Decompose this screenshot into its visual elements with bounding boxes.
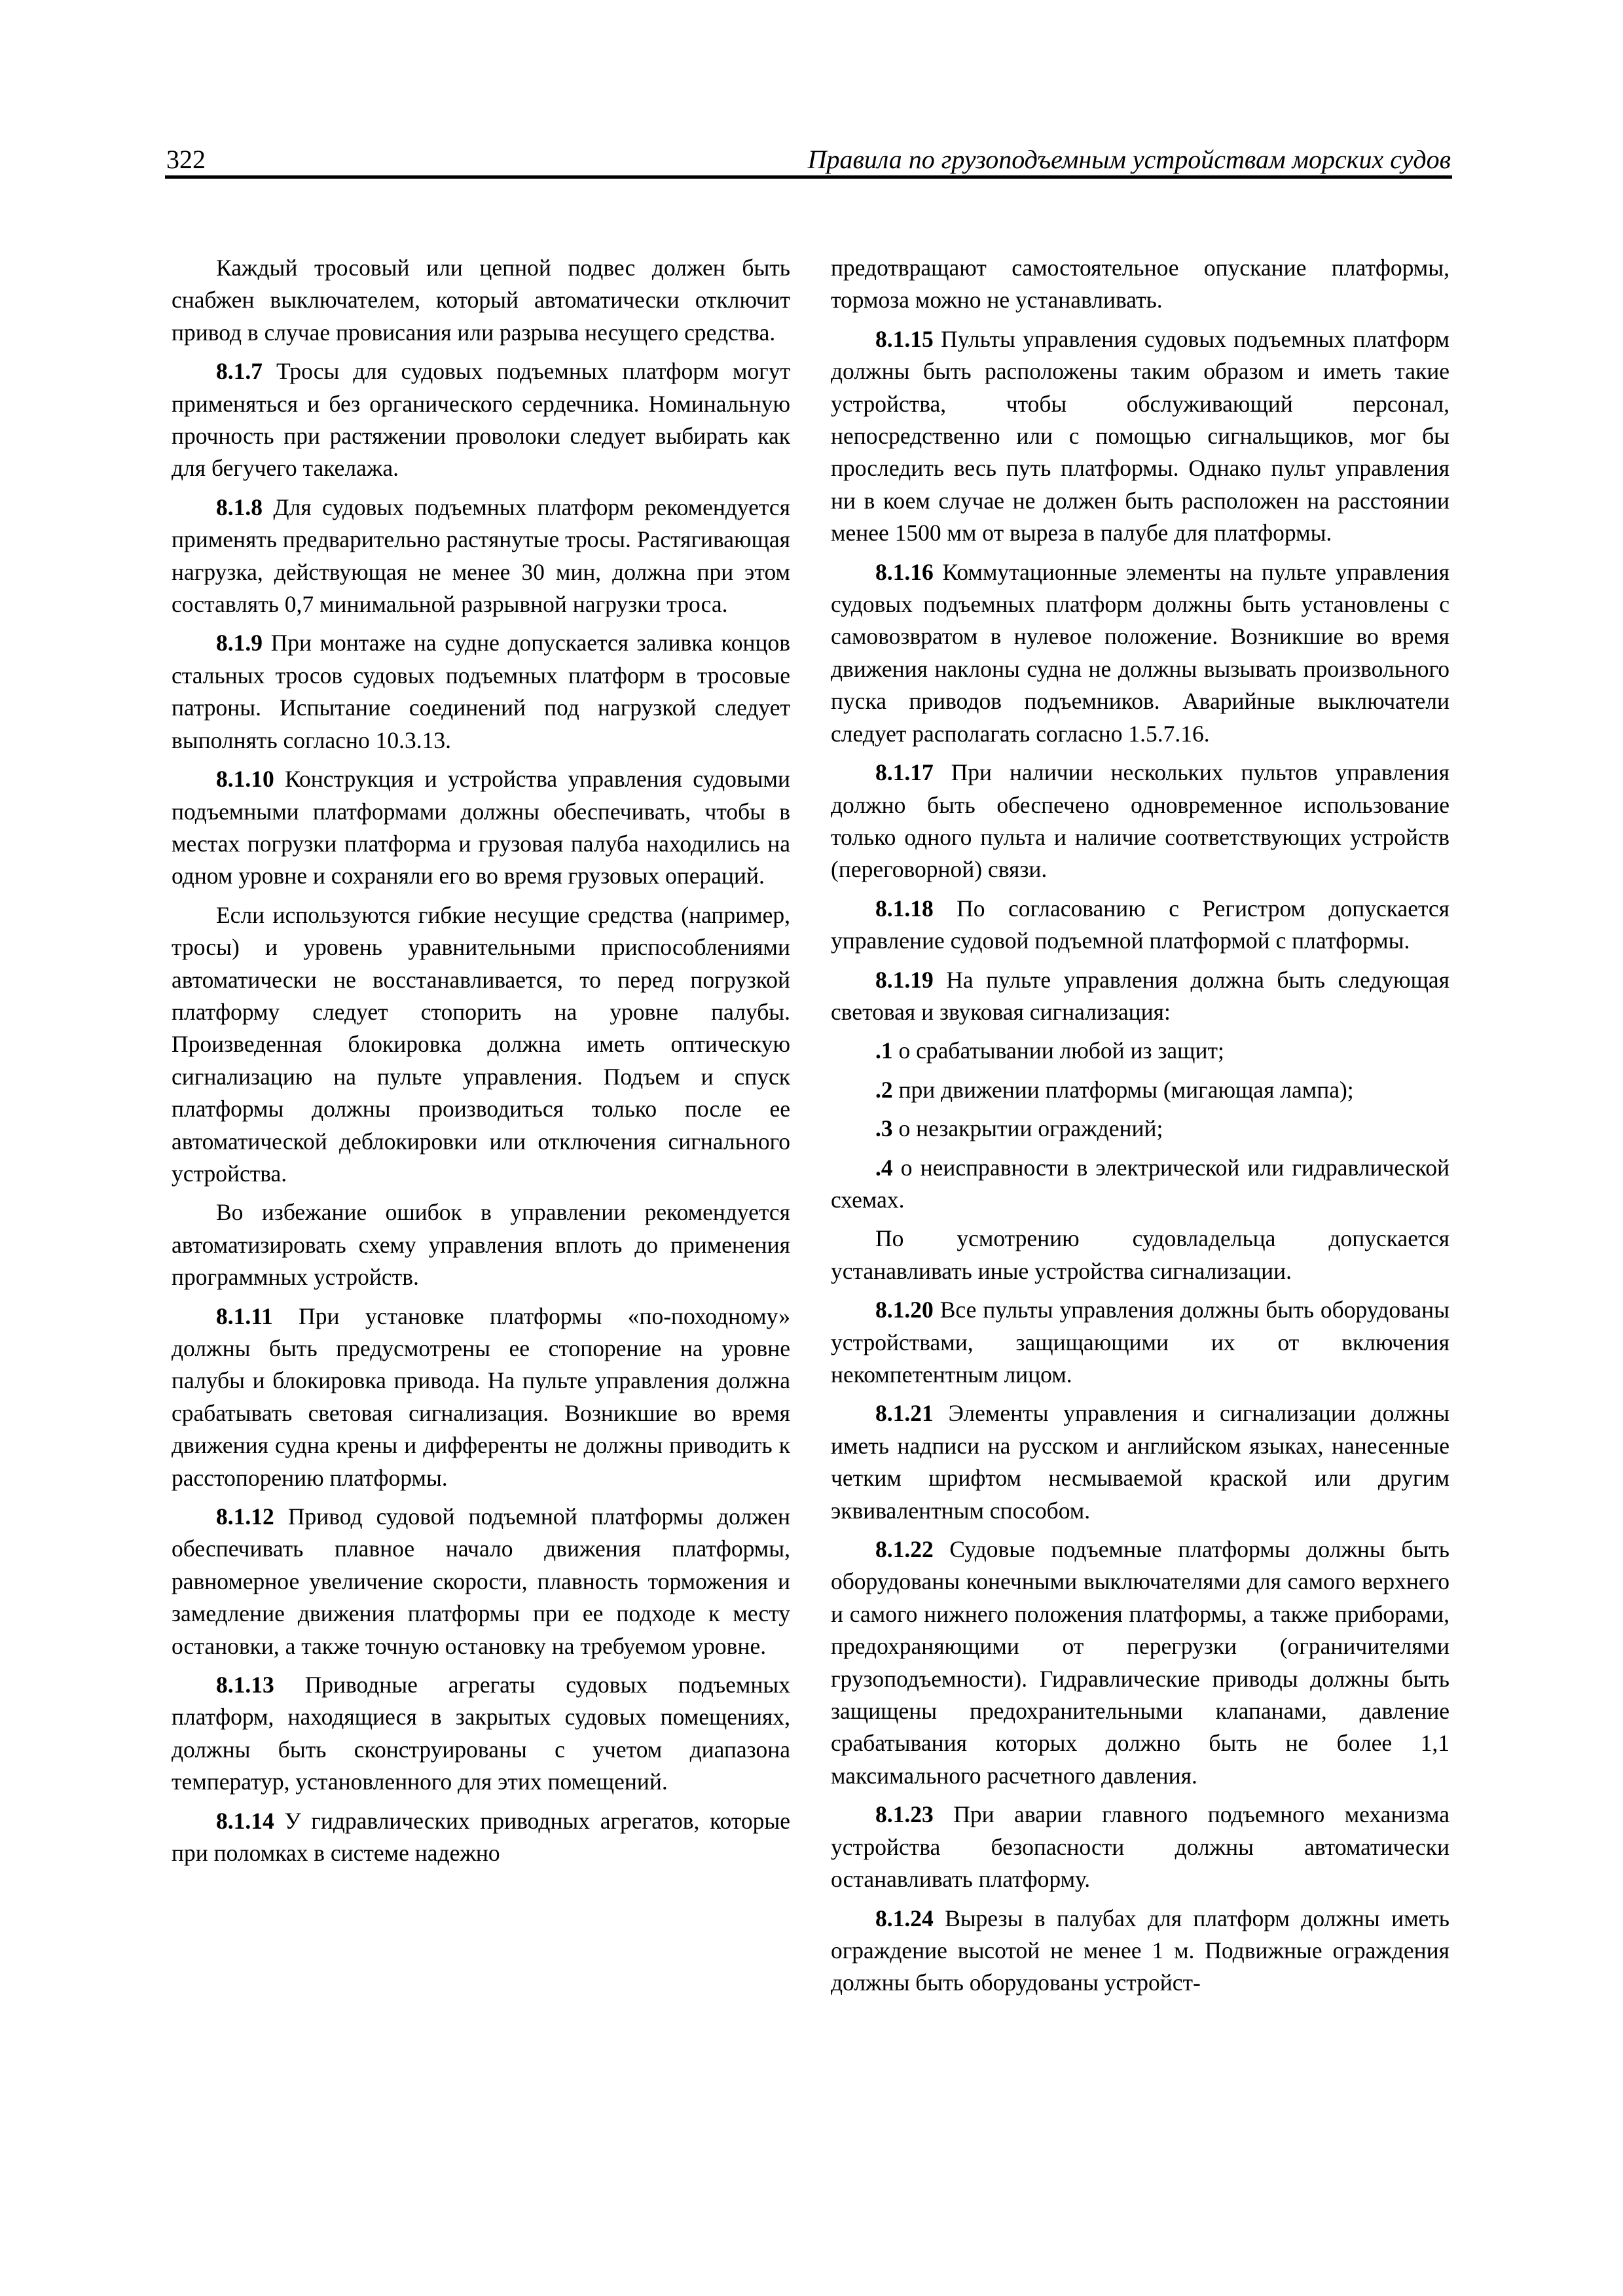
paragraph-text: Судовые подъемные платформы должны быть оборудованы конечными выключателями для самого верхнего и самого нижнего положения платформы, а также приборами, предохраняющими от перегрузки (ограничителями грузоподъемности). Гидравлические приводы должны быть защищены предохранительными клапанами, давление срабатывания которых должно быть не более 1,1 максимального расчетного давления. <box>831 1536 1450 1789</box>
paragraph-text: Если используются гибкие несущие средства (например, тросы) и уровень уравнительными приспособлениями автоматически не восстанавливается, то перед погрузкой платформу следует стопорить на уровне палубы. Произведенная блокировка должна иметь оптическую сигнализацию на пульте управления. Подъем и спуск платформы должны производиться только после ее автоматической деблокировки или отключения сигнального устройства. <box>172 901 790 1187</box>
header-rule <box>165 175 1452 179</box>
paragraph <box>831 323 1450 550</box>
clause-number: .4 <box>875 1154 893 1181</box>
paragraph-text: По согласованию с Регистром допускается управление судовой подъемной платформой с платформы. <box>831 895 1450 954</box>
paragraph-text: Вырезы в палубах для платформ должны иметь ограждение высотой не менее 1 м. Подвижные ограждения должны быть оборудованы устройст- <box>831 1905 1450 1996</box>
clause-number: .3 <box>875 1115 893 1142</box>
paragraph-text: По усмотрению судовладельца допускается устанавливать иные устройства сигнализации. <box>831 1225 1450 1284</box>
left-column <box>172 252 790 1870</box>
clause-number: .1 <box>875 1037 893 1064</box>
paragraph <box>831 1223 1450 1287</box>
paragraph-text: При монтаже на судне допускается заливка концов стальных тросов судовых подъемных платформ в тросовые патроны. Испытание соединений под нагрузкой следует выполнять согласно 10.3.13. <box>172 630 790 753</box>
clause-number: 8.1.7 <box>216 358 263 385</box>
clause-number: 8.1.17 <box>875 759 934 786</box>
clause-number: 8.1.19 <box>875 966 934 993</box>
paragraph-text: При установке платформы «по-походному» должны быть предусмотрены ее стопорение на уровне палубы и блокировка привода. На пульте управления должна срабатывать световая сигнализация. Возникшие во время движения судна крены и дифференты не должны приводить к расстопорению платформы. <box>172 1302 790 1491</box>
clause-number: 8.1.9 <box>216 630 263 656</box>
paragraph <box>831 1903 1450 2000</box>
paragraph-text: при движении платформы (мигающая лампа); <box>892 1076 1354 1103</box>
paragraph <box>831 1035 1450 1067</box>
paragraph <box>831 1397 1450 1527</box>
paragraph <box>831 1113 1450 1145</box>
paragraph <box>831 1074 1450 1106</box>
clause-number: 8.1.11 <box>216 1302 273 1329</box>
clause-number: 8.1.14 <box>216 1807 274 1834</box>
clause-number: 8.1.10 <box>216 766 274 793</box>
clause-number: 8.1.13 <box>216 1672 274 1698</box>
paragraph <box>831 1534 1450 1792</box>
paragraph <box>831 964 1450 1029</box>
paragraph-text: Элементы управления и сигнализации должны иметь надписи на русском и английском языках, нанесенные четким шрифтом несмываемой краской или другим эквивалентным способом. <box>831 1400 1450 1524</box>
paragraph-text: Привод судовой подъемной платформы должен обеспечивать плавное начало движения платформы, равномерное увеличение скорости, плавность торможения и замедление движения платформы при ее подходе к месту остановки, а также точную остановку на требуемом уровне. <box>172 1503 790 1659</box>
clause-number: 8.1.20 <box>875 1297 934 1323</box>
paragraph <box>831 556 1450 750</box>
paragraph <box>172 1196 790 1293</box>
paragraph <box>172 899 790 1191</box>
paragraph <box>831 252 1450 317</box>
clause-number: 8.1.16 <box>875 558 934 585</box>
paragraph <box>831 1152 1450 1217</box>
paragraph <box>172 763 790 893</box>
paragraph-text: При наличии нескольких пультов управления должно быть обеспечено одновременное использование только одного пульта и наличие соответствующих устройств (переговорной) связи. <box>831 759 1450 883</box>
paragraph-text: У гидравлических приводных агрегатов, которые при поломках в системе надежно <box>172 1807 790 1867</box>
clause-number: 8.1.15 <box>875 325 934 352</box>
paragraph-text: Конструкция и устройства управления судовыми подъемными платформами должны обеспечивать, чтобы в местах погрузки платформа и грузовая палуба находились на одном уровне и сохраняли его во время грузовых операций. <box>172 766 790 889</box>
right-column <box>831 252 1450 2000</box>
paragraph <box>831 1294 1450 1391</box>
paragraph-text: Во избежание ошибок в управлении рекомендуется автоматизировать схему управления вплоть до применения программных устройств. <box>172 1199 790 1291</box>
paragraph-text: о срабатывании любой из защит; <box>892 1037 1224 1064</box>
paragraph-text: На пульте управления должна быть следующая световая и звуковая сигнализация: <box>831 966 1450 1025</box>
paragraph-text: При аварии главного подъемного механизма устройства безопасности должны автоматически останавливать платформу. <box>831 1801 1450 1893</box>
paragraph <box>172 492 790 621</box>
clause-number: 8.1.18 <box>875 895 934 922</box>
paragraph-text: Каждый тросовый или цепной подвес должен быть снабжен выключателем, который автоматически отключит привод в случае провисания или разрыва несущего средства. <box>172 255 790 346</box>
paragraph-text: Для судовых подъемных платформ рекомендуется применять предварительно растянутые тросы. Растягивающая нагрузка, действующая не менее 30 мин, должна при этом составлять 0,7 минимальной разрывной нагрузки троса. <box>172 493 790 618</box>
paragraph <box>172 1501 790 1662</box>
clause-number: 8.1.21 <box>875 1400 934 1427</box>
page-number: 322 <box>166 145 206 174</box>
paragraph <box>831 757 1450 886</box>
paragraph-text: Пульты управления судовых подъемных платформ должны быть расположены таким образом и иметь такие устройства, чтобы обслуживающий персонал, непосредственно или с помощью сигнальщиков, мог бы проследить весь путь платформы. Однако пульт управления ни в коем случае не должен быть расположен на расстоянии менее 1500 мм от выреза в палубе для платформы. <box>831 325 1450 547</box>
paragraph-text: о незакрытии ограждений; <box>892 1115 1163 1142</box>
paragraph <box>172 1669 790 1799</box>
clause-number: 8.1.8 <box>216 493 263 520</box>
paragraph <box>831 893 1450 958</box>
paragraph <box>172 1300 790 1494</box>
paragraph <box>172 1805 790 1870</box>
paragraph-text: Тросы для судовых подъемных платформ могут применяться и без органического сердечника. Номинальную прочность при растяжении проволоки следует выбирать как для бегучего такелажа. <box>172 358 790 482</box>
paragraph-text: предотвращают самостоятельное опускание платформы, тормоза можно не устанавливать. <box>831 255 1450 314</box>
paragraph-text: Все пульты управления должны быть оборудованы устройствами, защищающими их от включения некомпетентным лицом. <box>831 1297 1450 1388</box>
paragraph <box>172 252 790 349</box>
clause-number: .2 <box>875 1076 893 1103</box>
paragraph-text: Коммутационные элементы на пульте управления судовых подъемных платформ должны быть установлены с самовозвратом в нулевое положение. Возникшие во время движения наклоны судна не должны вызывать произвольного пуска приводов подъемников. Аварийные выключатели следует располагать согласно 1.5.7.16. <box>831 558 1450 747</box>
paragraph-text: о неисправности в электрической или гидравлической схемах. <box>831 1154 1450 1213</box>
paragraph-text: Приводные агрегаты судовых подъемных платформ, находящиеся в закрытых судовых помещениях, должны быть сконструированы с учетом диапазона температур, установленного для этих помещений. <box>172 1672 790 1795</box>
clause-number: 8.1.24 <box>875 1905 934 1931</box>
paragraph <box>831 1799 1450 1895</box>
clause-number: 8.1.23 <box>875 1801 934 1828</box>
paragraph <box>172 627 790 757</box>
running-title: Правила по грузоподъемным устройствам морских судов <box>807 145 1451 174</box>
clause-number: 8.1.22 <box>875 1536 934 1563</box>
clause-number: 8.1.12 <box>216 1503 274 1530</box>
paragraph <box>172 355 790 485</box>
